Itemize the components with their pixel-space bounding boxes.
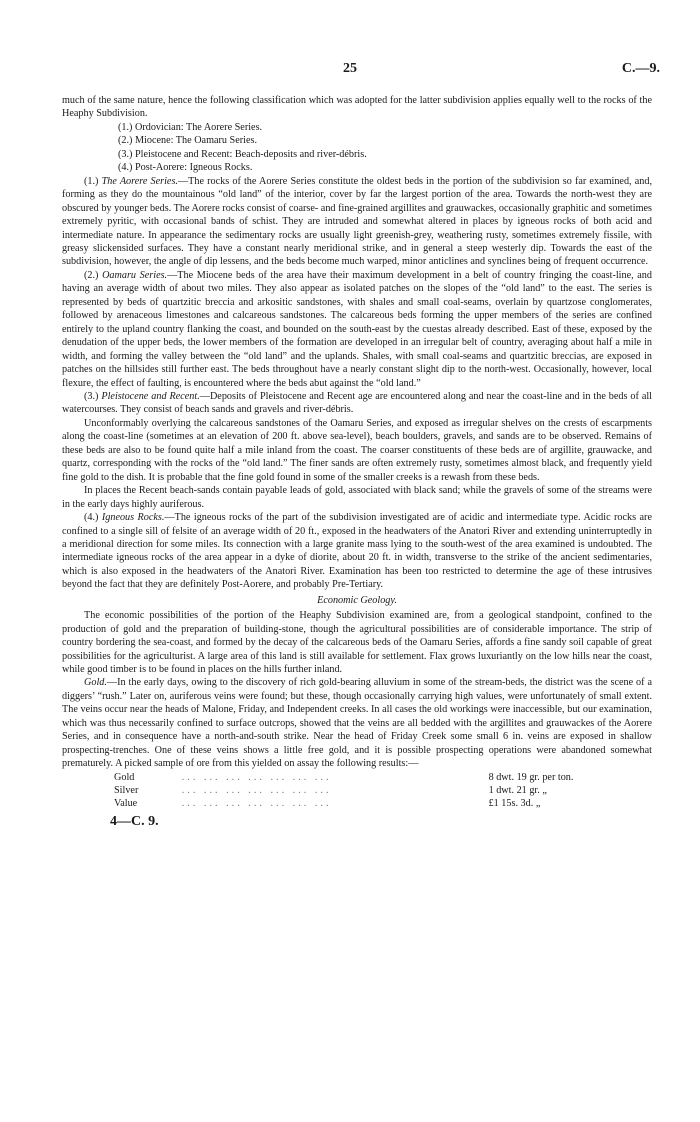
- classification-item: (2.) Miocene: The Oamaru Series.: [118, 135, 257, 147]
- section-title: Igneous Rocks.: [101, 512, 165, 524]
- pleistocene-paragraph: [62, 390, 652, 417]
- classification-item: (1.) Ordovician: The Aorere Series.: [118, 121, 263, 133]
- section-title: Oamaru Series.: [102, 269, 168, 281]
- assay-label: Value: [114, 798, 138, 810]
- economic-geology-heading: Economic Geology.: [317, 594, 397, 606]
- economic-paragraph: The economic possibilities of the portion of the Heaphy Subdivision examined are, from a geological standpoint, confined to the production of gold and the preparation of building-stone, though the agricultural possibilities are of considerable importance. The strip of country bordering the sea-coast, and formed by the decay of the calcareous beds of the Oamaru Series, affords a fine sandy soil capable of great possibilities for the agriculturist. A large area of this land is still available for settlement. Flax grows luxuriantly on the low hills near the coast, while good timber is to be found in places on the hills further inland.: [62, 610, 652, 676]
- section-title: Pleistocene and Recent.: [101, 390, 200, 402]
- document-body: [62, 94, 652, 828]
- classification-item: (3.) Pleistocene and Recent: Beach-deposits and river-débris.: [118, 148, 367, 160]
- section-text: —The rocks of the Aorere Series constitute the oldest beds in the portion of the subdivision so far examined, and, forming as they do the mountainous “old land” of the interior, cover by far the largest portion of the area. Towards the north-west they are obscured by younger beds. The Aorere rocks consist of coarse- and fine-grained argillites and grauwackes, occasionally graphitic and sometimes extremely pyritic, with occasional bands of schist. They are intruded and somewhat altered in places by igneous rocks of both acid and intermediate nature. In appearance the sedimentary rocks are usually light greenish-grey, weathering rusty, sometimes extremely fissile, with greasy slickensided surfaces. They have a constant nearly meridional strike, and in general a steep westerly dip. Towards the east of the subdivision, however, the angle of dip lessens, and the beds become much warped, minor anticlines and synclines being of frequent occurrence.: [62, 175, 652, 268]
- section-text: —Deposits of Pleistocene and Recent age are encountered along and near the coast-line and in the beds of all watercourses. They consist of beach sands and gravels and river-débris.: [62, 390, 652, 416]
- table-row: [110, 784, 652, 797]
- page-number: 25: [343, 61, 357, 76]
- section-text: —In the early days, owing to the discovery of rich gold-bearing alluvium in some of the stream-beds, the district was the scene of a diggers’ “rush.” Later on, auriferous veins were found; but these, though occasionally carrying high values, were unfortunately of small extent. The veins occur near the heads of Malone, Friday, and Independent creeks. In all cases the old workings were inaccessible, but our examination, which was thus necessarily confined to surface outcrops, showed that the veins are all bedded with the argillites and grauwackes of the Aorere Series, and in consequence have a north-and-south strike. Near the head of Friday Creek some small 6 in. veins are exposed in shallow prospecting-trenches. One of these veins shows a little free gold, and it is possible prospecting operations were abandoned somewhat prematurely. A picked sample of ore from this yielded on assay the following results:—: [62, 677, 652, 770]
- section-number: (2.): [84, 269, 103, 281]
- section-number: (3.): [84, 390, 102, 402]
- assay-value: 8 dwt. 19 gr. per ton.: [488, 771, 574, 783]
- document-reference: C.—9.: [621, 61, 660, 76]
- assay-label: Silver: [114, 785, 139, 797]
- leader-dots: ... ... ... ... ... ... ...: [181, 785, 332, 797]
- page-header: [0, 61, 700, 81]
- beach-sands-paragraph: In places the Recent beach-sands contain payable leads of gold, associated with black sand; while the gravels of some of the streams were in the early days highly auriferous.: [62, 485, 652, 510]
- section-text: —The igneous rocks of the part of the subdivision investigated are of acidic and intermediate type. Acidic rocks are confined to a single sill of felsite of an average width of 20 ft., exposed in the headwaters of the Anatori River and extending uninterruptedly in a meridional direction for some miles. Its connection with a large granite mass lying to the south-west of the area examined is undoubted. The intermediate igneous rocks of the area appear in a dyke of diorite, about 20 ft. in width, transverse to the strike of the ancient sedimentaries, which is also exposed in the headwaters of the Anatori River. Examination has been too restricted to determine the age of these intrusives beyond the fact that they are definitely Post-Aorere, and probably Pre-Tertiary.: [62, 512, 652, 591]
- table-row: [110, 797, 652, 810]
- assay-label: Gold: [114, 771, 135, 783]
- signature-mark: 4—C. 9.: [110, 813, 159, 829]
- table-row: [110, 771, 652, 784]
- assay-value: 1 dwt. 21 gr. „: [488, 785, 547, 797]
- igneous-rocks-paragraph: [62, 511, 652, 592]
- leader-dots: ... ... ... ... ... ... ...: [181, 798, 332, 810]
- unconformable-beds-paragraph: Unconformably overlying the calcareous sandstones of the Oamaru Series, and exposed as irregular shelves on the crests of escarpments along the coast-line (sometimes at an elevation of 200 ft. above sea-level), beach boulders, gravels, and sands are to be observed. Remains of these beds are also to be found quite half a mile inland from the coast. The coarser constituents of these beds are of argillite, grauwacke, and quartz, corresponding with the rocks of the “old land.” The finer sands are often extremely rusty, sometimes almost black, and frequently yield fine gold to the dish. It is probable that the fine gold found in some of the smaller creeks is a rewash from these beds.: [62, 417, 652, 483]
- oamaru-series-paragraph: [62, 269, 652, 390]
- leader-dots: ... ... ... ... ... ... ...: [181, 771, 332, 783]
- section-number: (4.): [84, 512, 102, 524]
- gold-paragraph: [62, 676, 652, 770]
- section-title: The Aorere Series.: [101, 175, 178, 187]
- aorere-series-paragraph: [62, 175, 652, 269]
- assay-results-table: [110, 771, 652, 811]
- assay-value: £1 15s. 3d. „: [488, 798, 541, 810]
- intro-paragraph: much of the same nature, hence the following classification which was adopted for the latter subdivision applies equally well to the rocks of the Heaphy Subdivision.: [62, 95, 652, 120]
- section-text: —The Miocene beds of the area have their maximum development in a belt of country fringing the coast-line, and having an average width of about two miles. They also appear as isolated patches on the slopes of the “old land” to the east. The series is represented by beds of quartzitic breccia and arkositic sandstones, with shales and small coal-seams, overlain by quartzose conglomerates, followed by arenaceous limestones and calcareous sandstones. The calcareous beds forming the upper members of the series are confined entirely to the upland country flanking the coast, and bounded on the south-east by the cuestas already described. East of these, exposed by the denudation of the upper beds, the lower members of the formation are developed in an irregular belt of country, averaging about half a mile in width, and forming the valley between the “old land” and the uplands. Shales, with small coal-seams and quartzitic breccias, are exposed in patches on the hillsides still further east. The beds throughout have a nearly constant slight dip to the north-west. Occasionally, however, local flexure, the effect of faulting, is encountered where the beds abut against the “old land.”: [62, 269, 652, 389]
- section-number: (1.): [84, 175, 102, 187]
- classification-list: [62, 121, 652, 175]
- section-title: Gold.: [84, 677, 107, 689]
- classification-item: (4.) Post-Aorere: Igneous Rocks.: [118, 162, 253, 174]
